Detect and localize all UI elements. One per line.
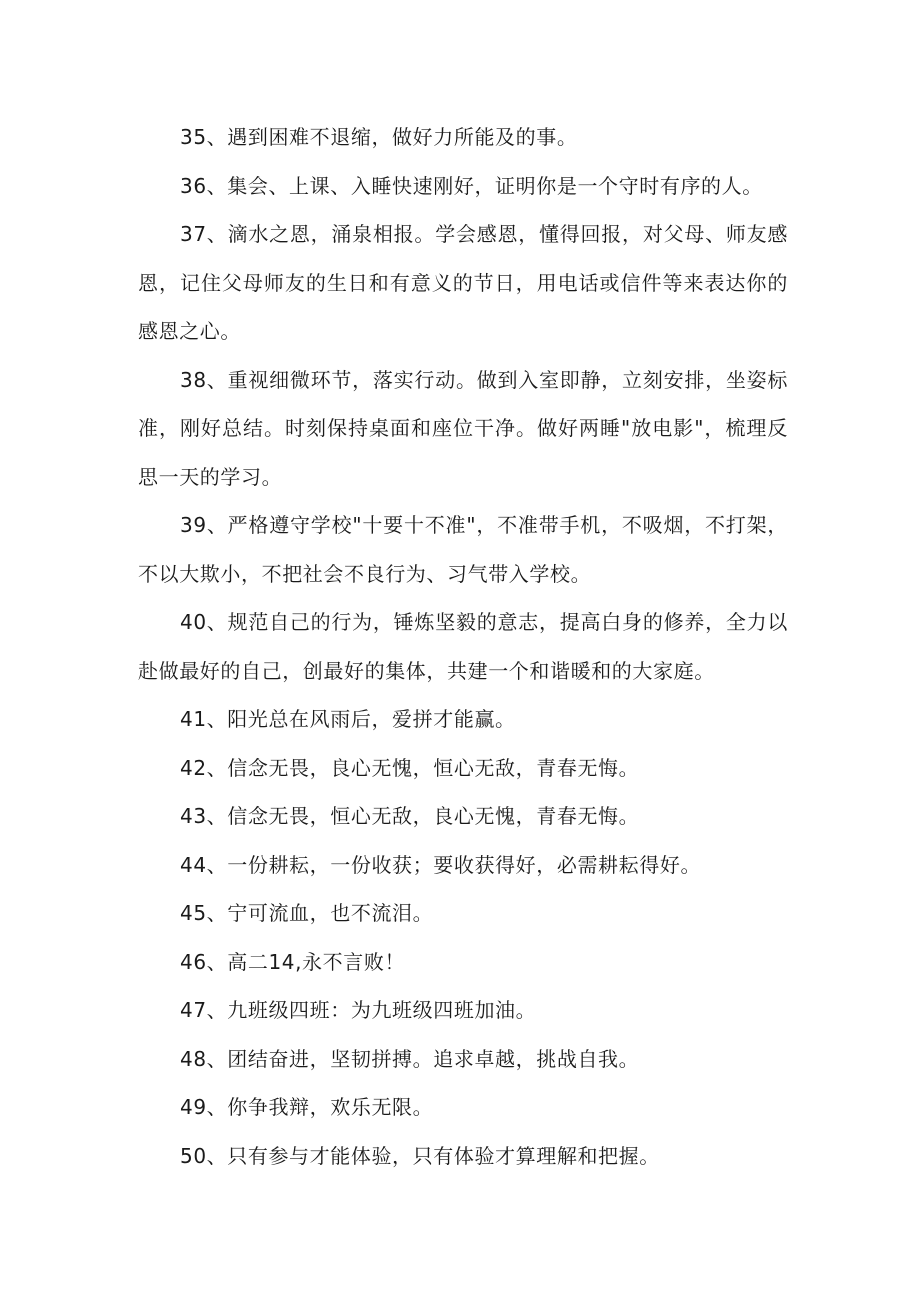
paragraph-39: 39、严格遵守学校"十要十不准"，不准带手机，不吸烟，不打架，不以大欺小，不把社会不良行为、习气带入学校。	[138, 513, 788, 586]
paragraph-45: 45、宁可流血，也不流泪。	[180, 901, 434, 925]
paragraph-42: 42、信念无畏，良心无愧，恒心无敌，青春无悔。	[180, 755, 640, 780]
paragraph-37: 37、滴水之恩，涌泉相报。学会感恩，懂得回报，对父母、师友感恩，记住父母师友的生日和有意义的节日，用电话或信件等来表达你的感恩之心。	[138, 222, 788, 343]
paragraph-35: 35、遇到困难不退缩，做好力所能及的事。	[180, 125, 578, 149]
paragraph-36: 36、集会、上课、入睡快速刚好，证明你是一个守时有序的人。	[180, 173, 763, 198]
paragraph-47: 47、九班级四班：为九班级四班加油。	[180, 998, 537, 1022]
paragraph-43: 43、信念无畏，恒心无敌，良心无愧，青春无悔。	[180, 804, 640, 828]
paragraph-46: 46、高二14,永不言败！	[180, 949, 406, 974]
paragraph-44: 44、一份耕耘，一份收获；要收获得好，必需耕耘得好。	[180, 852, 702, 877]
paragraph-50: 50、只有参与才能体验，只有体验才算理解和把握。	[180, 1143, 660, 1168]
paragraph-49: 49、你争我辩，欢乐无限。	[180, 1095, 434, 1119]
paragraph-48: 48、团结奋进，坚韧拼搏。追求卓越，挑战自我。	[180, 1046, 640, 1071]
document-body	[138, 113, 788, 1180]
paragraph-40: 40、规范自己的行为，锤炼坚毅的意志，提高白身的修养，全力以赴做最好的自己，创最好的集体，共建一个和谐暖和的大家庭。	[138, 610, 788, 683]
paragraph-41: 41、阳光总在风雨后，爱拼才能赢。	[180, 707, 516, 731]
paragraph-38: 38、重视细微环节，落实行动。做到入室即静，立刻安排，坐姿标准，刚好总结。时刻保持桌面和座位干净。做好两睡"放电影"，梳理反思一天的学习。	[138, 367, 788, 489]
